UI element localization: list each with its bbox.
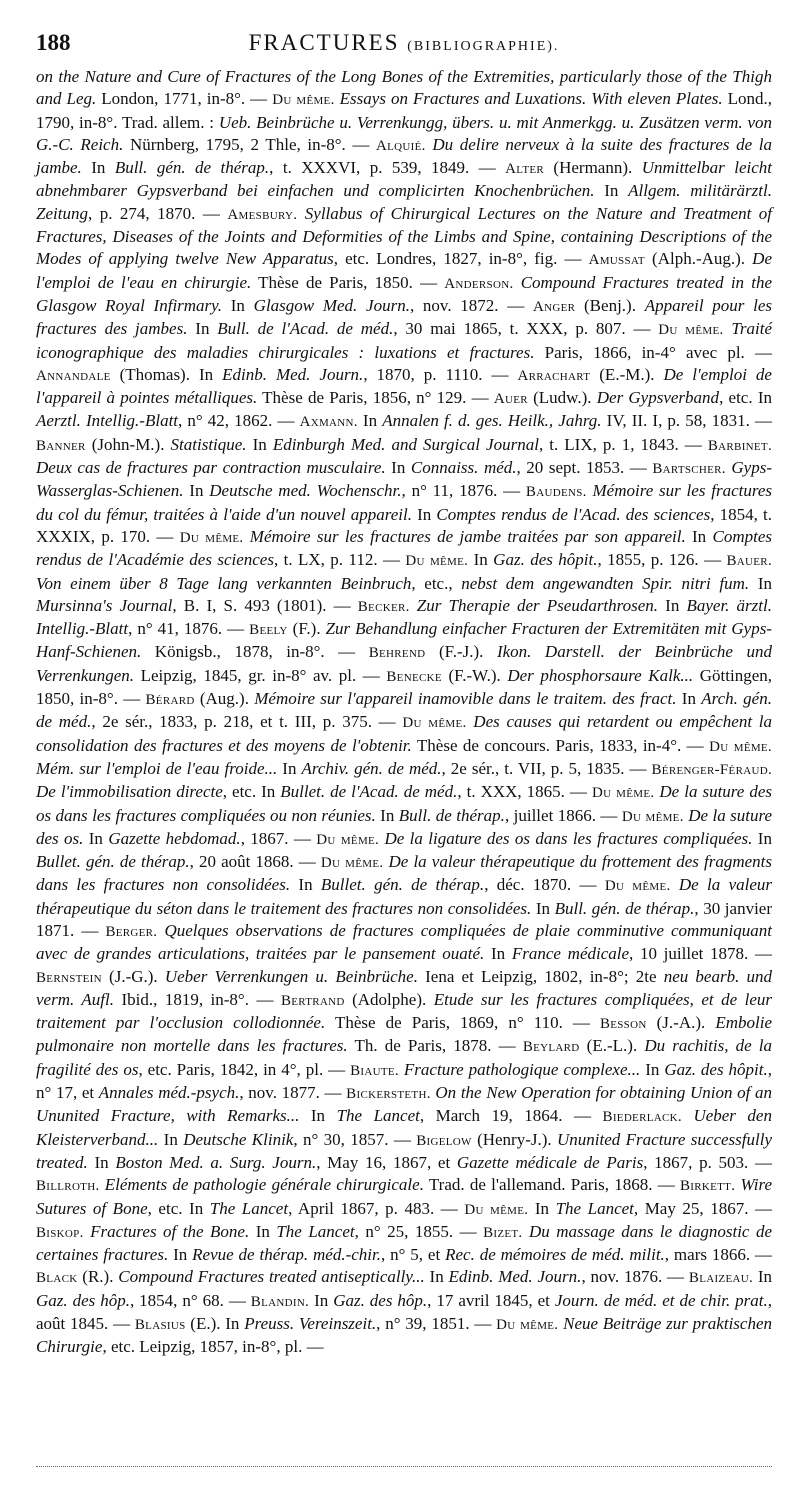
author-run: Du même.: [604, 878, 671, 895]
title-run: Mursinna's Journal: [36, 595, 173, 615]
title-run: Zur Behandlung einfacher Fracturen der Extremitäten mit Gyps-Hanf-Schienen.: [36, 619, 772, 662]
title-run: Bullet. gén. de thérap.: [320, 875, 485, 895]
author-run: Anderson.: [444, 275, 514, 292]
author-run: Bauer.: [726, 553, 772, 570]
text-run: In: [528, 1198, 556, 1218]
author-run: Barbinet.: [707, 437, 772, 454]
text-run: , etc. Londres, 1827, in-8°, fig. —: [333, 249, 589, 269]
author-run: Du même.: [464, 1201, 529, 1218]
author-run: Benecke: [386, 668, 442, 685]
text-run: , March 19, 1864. —: [419, 1106, 603, 1126]
text-run: , mars 1866. —: [664, 1245, 772, 1265]
title-run: Etude sur les fractures compliquées, et de leur traitement par l'occlusion collodionnée.: [36, 989, 772, 1033]
author-run: Amussat: [588, 252, 645, 269]
title-run: Du delire nerveux à la suite des fractures de la jambe.: [36, 134, 772, 178]
title-run: nebst dem angewandten Spir. nitri fum.: [461, 573, 750, 593]
title-run: Du massage dans le diagnostic de certaines fractures.: [36, 1221, 773, 1265]
text-run: London, 1771, in-8°. —: [96, 89, 273, 109]
text-run: In: [375, 805, 399, 825]
author-run: Arrachart: [517, 367, 591, 384]
text-run: , nov. 1877. —: [239, 1083, 347, 1103]
title-run: Edinburgh Med. and Surgical Journal: [272, 434, 539, 454]
text-run: , etc. Leipzig, 1857, in-8°, pl. —: [102, 1337, 324, 1357]
title-run: France médicale: [511, 944, 630, 964]
author-run: Annandale: [36, 367, 111, 384]
author-run: Blaizeau.: [688, 1270, 753, 1287]
title-run: Deutsche Klinik: [183, 1129, 294, 1149]
title-run: Ueber den Kleisterverband...: [36, 1106, 772, 1149]
text-run: Nürnberg, 1795, 2 Thle, in-8°. —: [123, 134, 377, 154]
running-title-sub: (BIBLIOGRAPHIE).: [407, 39, 560, 54]
author-run: Du même.: [320, 855, 384, 872]
title-run: The Lancet: [276, 1221, 355, 1241]
title-run: Ununited Fracture successfully treated.: [36, 1129, 772, 1172]
footer-rule: [36, 1466, 772, 1467]
title-run: Edinb. Med. Journ.: [448, 1267, 582, 1287]
text-run: , May 16, 1867, et: [316, 1152, 457, 1172]
title-run: Statistique.: [170, 434, 247, 454]
author-run: Alquié.: [376, 137, 426, 154]
author-run: Billroth.: [36, 1178, 100, 1195]
text-run: Thèse de Paris, 1856, n° 129. —: [257, 388, 494, 408]
text-run: (E.-M.).: [590, 364, 664, 384]
title-run: Der Gypsverband: [596, 388, 720, 408]
title-run: Bull. gén. de thérap.: [114, 158, 270, 178]
title-run: Compound Fractures treated in the Glasgow Royal Infirmary.: [36, 272, 773, 315]
title-run: Gaz. des hôp.: [36, 1290, 130, 1310]
text-run: Trad. de l'allemand. Paris, 1868. —: [423, 1175, 680, 1195]
author-run: Auer: [493, 391, 528, 408]
text-run: , 1854, t. XXXIX, p. 170. —: [36, 504, 772, 546]
title-run: Mémoire sur les fractures du col du fémur, traitées à l'aide d'un nouvel appareil.: [36, 481, 772, 524]
title-run: Allgem. militärärztl. Zeitung: [36, 181, 772, 223]
page-number: 188: [36, 30, 71, 55]
text-run: In: [640, 1059, 665, 1079]
title-run: Appareil pour les fractures des jambes.: [36, 295, 772, 339]
title-run: Gazette hebdomad.: [108, 828, 241, 848]
title-run: Zur Therapie der Pseudarthrosen.: [416, 595, 659, 615]
text-run: In: [249, 1221, 277, 1241]
bibliography-paragraph: [36, 66, 772, 1359]
page-header: [36, 22, 772, 62]
text-run: , t. LX, p. 112. —: [273, 550, 406, 570]
title-run: Bull. de thérap.: [398, 805, 505, 825]
author-run: Du même.: [591, 785, 655, 802]
text-run: , etc. In: [222, 782, 281, 802]
text-run: , n° 42, 1862. —: [178, 411, 300, 431]
author-run: Du même.: [179, 529, 244, 546]
text-run: , 2e sér., t. VII, p. 5, 1835. —: [441, 758, 652, 778]
title-run: Des causes qui retardent ou empêchent la consolidation des fractures et des moyens de l'obtenir.: [36, 712, 773, 755]
text-run: In: [594, 181, 629, 201]
text-run: Iena et Leipzig, 1802, in-8°; 2te: [417, 966, 664, 986]
text-run: , août 1845. —: [36, 1290, 772, 1334]
author-run: Du même.: [402, 715, 467, 732]
author-run: Du même.: [709, 738, 772, 755]
title-run: De la suture des os.: [36, 805, 773, 848]
text-run: In: [222, 295, 254, 315]
author-run: Beylard: [522, 1039, 580, 1056]
title-run: Gaz. des hôpit.: [493, 550, 598, 570]
text-run: In: [290, 875, 321, 895]
text-run: (F.).: [287, 619, 326, 639]
author-run: Baudens.: [525, 484, 587, 501]
text-run: Thèse de Paris, 1850. —: [251, 272, 445, 292]
text-run: (Henry-J.).: [471, 1129, 558, 1149]
author-run: Bernstein: [36, 969, 102, 986]
author-run: Biskop.: [36, 1224, 84, 1241]
title-run: De la valeur thérapeutique du séton dans le traitement des fractures non consolidées.: [36, 875, 773, 918]
title-run: Fractures of the Bone.: [90, 1221, 250, 1241]
title-run: Gaz. des hôpit.: [664, 1059, 768, 1079]
text-run: (Aug.).: [194, 689, 255, 709]
author-run: Becker.: [357, 598, 410, 615]
text-run: , n° 25, 1855. —: [354, 1221, 484, 1241]
text-run: In: [658, 595, 687, 615]
title-run: Ueb. Beinbrüche u. Verrenkungg, übers. u. mit Anmerkgg. u. Zusätzen verm. von G.-C. Reich.: [36, 112, 772, 154]
author-run: Bickersteth.: [346, 1086, 431, 1103]
title-run: Aerztl. Intellig.-Blatt: [36, 411, 179, 431]
text-run: , B. I, S. 493 (1801). —: [172, 595, 358, 615]
author-run: Behrend: [368, 645, 426, 662]
text-run: In: [277, 758, 302, 778]
title-run: Preuss. Vereinszeit.: [244, 1314, 377, 1334]
text-run: , 30 mai 1865, t. XXX, p. 807. —: [393, 319, 659, 339]
text-run: In: [246, 434, 273, 454]
text-run: , t. XXXVI, p. 539, 1849. —: [269, 158, 506, 178]
text-run: In: [531, 898, 555, 918]
text-run: Leipzig, 1845, gr. in-8° av. pl. —: [134, 665, 387, 685]
text-run: , April 1867, p. 483. —: [288, 1198, 465, 1218]
author-run: Birkett.: [680, 1178, 736, 1195]
text-run: In: [676, 689, 702, 709]
text-run: (Thomas). In: [110, 364, 223, 384]
text-run: , 2e sér., 1833, p. 218, et t. III, p. 375. —: [91, 712, 403, 732]
text-run: In: [749, 573, 772, 593]
text-run: , 17 avril 1845, et: [427, 1290, 555, 1310]
title-run: Comptes rendus de l'Académie des sciences: [36, 526, 772, 570]
title-run: De la suture des os dans les fractures compliquées ou non réunies.: [36, 782, 772, 825]
text-run: , nov. 1876. —: [581, 1267, 689, 1287]
text-run: , juillet 1866. —: [504, 805, 622, 825]
author-run: Black: [36, 1270, 78, 1287]
text-run: (J.-G.).: [101, 966, 165, 986]
title-run: Ueber Verrenkungen u. Beinbrüche.: [164, 966, 418, 986]
text-run: (Ludw.).: [527, 388, 597, 408]
text-run: (J.-A.).: [646, 1013, 716, 1033]
title-run: Gaz. des hôp.: [333, 1290, 428, 1310]
text-run: Paris, 1866, in-4° avec pl. —: [534, 342, 773, 362]
author-run: Du même.: [405, 553, 469, 570]
author-run: Du même.: [621, 808, 684, 825]
text-run: In: [309, 1290, 334, 1310]
text-run: , 20 sept. 1853. —: [516, 458, 653, 478]
text-run: , 1854, n° 68. —: [129, 1290, 251, 1310]
text-run: In: [81, 158, 115, 178]
title-run: Eléments de pathologie générale chirurgicale.: [104, 1175, 424, 1195]
title-run: Revue de thérap. méd.-chir.: [192, 1245, 381, 1265]
author-run: Blasius: [134, 1317, 186, 1334]
text-run: (R.).: [77, 1267, 119, 1287]
title-run: Der phosphorsaure Kalk...: [507, 665, 694, 685]
text-run: [682, 1106, 694, 1125]
title-run: Embolie pulmonaire non mortelle dans les fractures.: [36, 1013, 772, 1056]
text-run: In: [158, 1129, 184, 1149]
author-run: Bérard: [145, 692, 195, 709]
title-run: Wire Sutures of Bone: [36, 1175, 772, 1218]
title-run: On the New Operation for obtaining Union of an Ununited Fracture, with Remarks...: [36, 1083, 773, 1126]
title-run: Journ. de méd. et de chir. prat.: [554, 1290, 768, 1310]
title-run: Comptes rendus de l'Acad. des sciences: [436, 504, 711, 524]
text-run: , etc.,: [411, 573, 462, 593]
title-run: Mémoire sur les fractures de jambe traitées par son appareil.: [249, 526, 686, 546]
title-run: Deux cas de fractures par contraction musculaire.: [36, 458, 386, 478]
author-run: Biaute.: [350, 1062, 399, 1079]
author-run: Amesbury.: [227, 206, 298, 223]
text-run: In: [753, 1267, 772, 1287]
title-run: Bayer. ärztl. Intellig.-Blatt: [36, 595, 772, 639]
text-run: IV, II. I, p. 58, 1831. —: [601, 411, 772, 431]
title-run: The Lancet: [336, 1106, 420, 1126]
title-run: Deutsche med. Wochenschr.: [209, 481, 402, 501]
text-run: In: [424, 1267, 449, 1287]
text-run: , 30 janvier 1871. —: [36, 898, 772, 940]
text-run: In: [385, 458, 411, 478]
author-run: Du même.: [316, 831, 380, 848]
author-run: Anger: [533, 298, 576, 315]
text-run: In: [468, 550, 494, 570]
text-run: In: [87, 1152, 116, 1172]
text-run: , etc. In: [719, 388, 772, 408]
author-run: Du même.: [272, 92, 335, 109]
text-run: , etc. In: [147, 1198, 210, 1218]
text-run: In: [357, 411, 383, 431]
text-run: , t. XXX, 1865. —: [457, 782, 592, 802]
author-run: Alter: [505, 161, 544, 178]
title-run: Annalen f. d. ges. Heilk., Jahrg.: [382, 411, 602, 431]
title-run: Mém. sur l'emploi de l'eau froide...: [36, 758, 278, 778]
text-run: Thèse de concours. Paris, 1833, in-4°. —: [411, 735, 710, 755]
text-run: , 1867, p. 503. —: [643, 1152, 772, 1172]
title-run: Annales méd.-psych.: [98, 1083, 240, 1103]
title-run: The Lancet: [209, 1198, 289, 1218]
text-run: , 1867. —: [240, 828, 317, 848]
title-run: De la ligature des os dans les fractures compliquées.: [384, 828, 753, 848]
text-run: (Benj.).: [575, 295, 645, 315]
title-run: Compound Fractures treated antiseptically...: [118, 1267, 425, 1287]
title-run: Essays on Fractures and Luxations. With eleven Plates.: [339, 89, 723, 109]
author-run: Du même.: [496, 1317, 559, 1334]
running-title: [36, 30, 772, 56]
text-run: , n° 17, et: [36, 1059, 772, 1103]
author-run: Bartscher.: [652, 461, 726, 478]
author-run: Beely: [249, 622, 288, 639]
text-run: , May 25, 1867. —: [633, 1198, 772, 1218]
text-run: , n° 11, 1876. —: [401, 481, 526, 501]
title-run: Ikon. Darstell. der Beinbrüche und Verrenkungen.: [36, 642, 772, 685]
text-run: Ibid., 1819, in-8°. —: [113, 989, 281, 1009]
text-run: In: [168, 1245, 193, 1265]
text-run: Thèse de Paris, 1869, n° 110. —: [325, 1013, 600, 1033]
title-run: Edinb. Med. Journ.: [222, 364, 364, 384]
author-run: Axmann.: [299, 414, 358, 431]
text-run: Th. de Paris, 1878. —: [347, 1036, 523, 1056]
author-run: Bertrand: [280, 992, 345, 1009]
title-run: Du rachitis, de la fragilité des os: [36, 1036, 772, 1079]
author-run: Bigelow: [416, 1132, 472, 1149]
text-run: [297, 204, 305, 223]
text-run: (Alph.-Aug.).: [644, 249, 753, 269]
title-run: Rec. de mémoires de méd. milit.: [445, 1245, 665, 1265]
text-run: , n° 30, 1857. —: [293, 1129, 417, 1149]
text-run: , n° 41, 1876. —: [128, 619, 250, 639]
title-run: Mémoire sur l'appareil inamovible dans le traitem. des fract.: [254, 689, 677, 709]
text-run: , déc. 1870. —: [484, 875, 605, 895]
text-run: [514, 273, 521, 292]
bibliography-text: [36, 66, 772, 1359]
title-run: De l'emploi de l'eau en chirurgie.: [36, 249, 772, 292]
author-run: Biederlack.: [602, 1109, 682, 1126]
author-run: Bizet.: [483, 1224, 523, 1241]
text-run: , 1870, p. 1110. —: [363, 364, 518, 384]
title-run: De la valeur thérapeutique du frottement des fragments dans les fractures non consolidées.: [36, 852, 773, 895]
title-run: Von einem über 8 Tage lang verkannten Beinbruch: [36, 573, 412, 593]
text-run: Lond., 1790, in-8°. Trad. allem. :: [36, 89, 773, 132]
author-run: Besson: [599, 1016, 647, 1033]
text-run: In: [83, 828, 109, 848]
text-run: , n° 5, et: [380, 1245, 446, 1265]
text-run: , etc. Paris, 1842, in 4°, pl. —: [138, 1059, 351, 1079]
title-run: The Lancet: [555, 1198, 634, 1218]
title-run: Traité iconographique des maladies chirurgicales : luxations et fractures.: [36, 319, 772, 362]
text-run: In: [187, 319, 218, 339]
title-run: Bullet. gén. de thérap.: [36, 852, 190, 872]
text-run: (John-M.).: [85, 434, 171, 454]
title-run: Gyps-Wasserglas-Schienen.: [36, 458, 773, 501]
title-run: Archiv. gén. de méd.: [301, 758, 442, 778]
text-run: , t. LIX, p. 1, 1843. —: [538, 434, 708, 454]
title-run: Glasgow Med. Journ.: [253, 295, 410, 315]
text-run: In: [484, 944, 512, 964]
author-run: Bérenger-Féraud.: [651, 761, 772, 778]
text-run: , 1855, p. 126. —: [597, 550, 727, 570]
title-run: Gazette médicale de Paris: [456, 1152, 644, 1172]
title-run: De l'immobilisation directe: [36, 782, 223, 802]
title-run: on the Nature and Cure of Fractures of the Long Bones of the Extremities, particularly those of the Thigh and Leg.: [36, 67, 772, 109]
text-run: (F.-J.).: [425, 642, 497, 662]
title-run: Unmittelbar leicht abnehmbarer Gypsverband bei einfachen und complicirten Knochenbrüchen.: [36, 158, 772, 201]
author-run: Banner: [36, 437, 86, 454]
title-run: Syllabus of Chirurgical Lectures on the Nature and Treatment of Fractures, Diseases of the Joints and Deformities of the Limbs and Spine, containing Descriptions of the Modes of applying twelve New Apparatus: [36, 203, 773, 269]
text-run: (F.-W.).: [441, 665, 508, 685]
text-run: (Hermann).: [544, 158, 642, 178]
text-run: (Adolphe).: [344, 989, 434, 1009]
text-run: , nov. 1872. —: [409, 295, 534, 315]
author-run: Du même.: [658, 322, 724, 339]
title-run: Boston Med. a. Surg. Journ.: [115, 1152, 317, 1172]
text-run: , p. 274, 1870. —: [87, 203, 228, 223]
text-run: In: [685, 526, 713, 546]
title-run: neu bearb. und verm. Aufl.: [36, 966, 772, 1009]
title-run: Bull. de l'Acad. de méd.: [217, 319, 394, 339]
author-run: Blandin.: [250, 1293, 310, 1310]
title-run: Connaiss. méd.: [410, 458, 517, 478]
text-run: , n° 39, 1851. —: [376, 1314, 497, 1334]
title-run: Bull. gén. de thérap.: [554, 898, 695, 918]
text-run: , 20 août 1868. —: [189, 852, 321, 872]
text-run: Göttingen, 1850, in-8°. —: [36, 665, 772, 709]
text-run: , 10 juillet 1878. —: [629, 944, 772, 964]
text-run: (E.). In: [185, 1314, 245, 1334]
text-run: In: [752, 828, 772, 848]
text-run: [410, 596, 417, 615]
title-run: Fracture pathologique complexe...: [403, 1059, 641, 1079]
text-run: (E.-L.).: [579, 1036, 645, 1056]
title-run: De l'emploi de l'appareil à pointes métalliques.: [36, 364, 772, 408]
text-run: Königsb., 1878, in-8°. —: [141, 642, 369, 662]
author-run: Berger.: [105, 923, 158, 940]
text-run: [671, 875, 679, 894]
title-run: Bullet. de l'Acad. de méd.: [280, 782, 458, 802]
title-run: Arch. gén. de méd.: [36, 689, 772, 732]
text-run: In: [183, 481, 210, 501]
running-title-main: FRACTURES: [248, 30, 400, 55]
title-run: Quelques observations de fractures compliquées de plaie comminutive communiquant avec de grandes articulations, traitées par le pansement ouaté.: [36, 920, 772, 964]
text-run: In: [411, 504, 437, 524]
title-run: Neue Beiträge zur praktischen Chirurgie: [36, 1314, 772, 1357]
text-run: In: [299, 1106, 337, 1126]
